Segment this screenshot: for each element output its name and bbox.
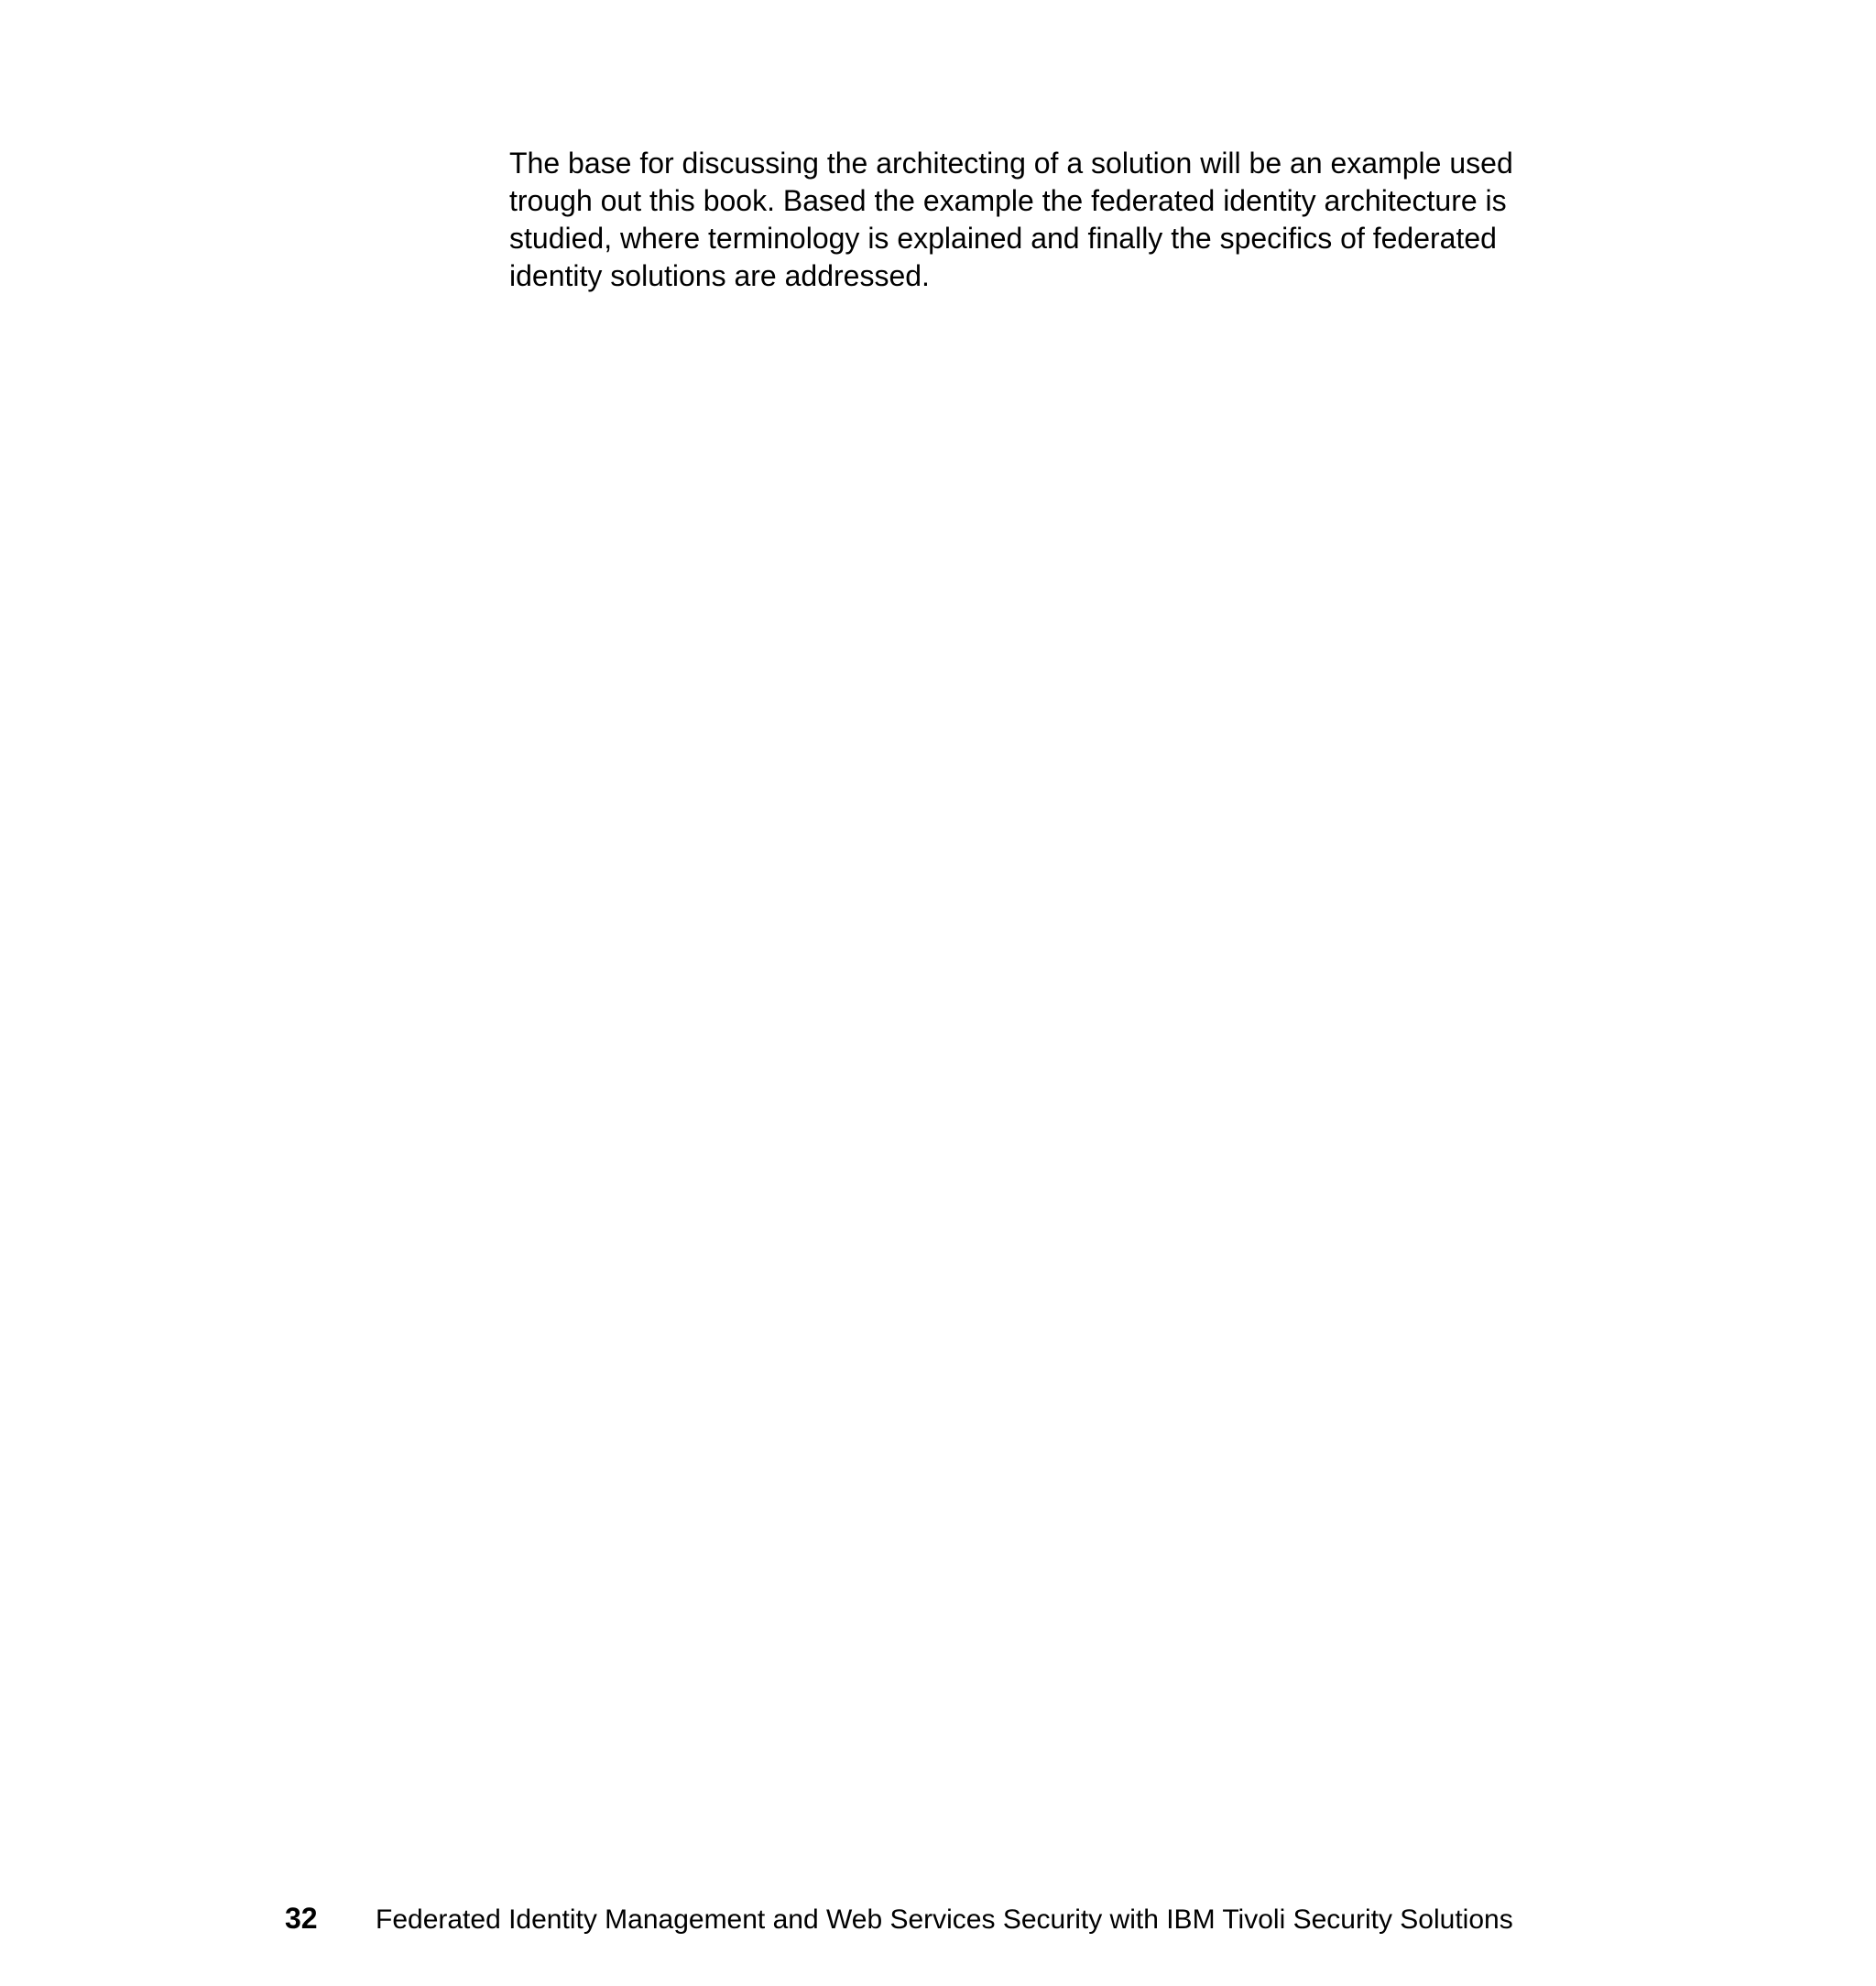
running-footer-title: Federated Identity Management and Web Services Security with IBM Tivoli Security Solutions [376,1904,1513,1935]
page-footer [285,1902,1513,1938]
paragraph-line: studied, where terminology is explained and finally the specifics of federated [509,222,1497,255]
body-paragraph [509,145,1590,295]
page-number: 32 [285,1902,318,1935]
paragraph-line: identity solutions are addressed. [509,259,930,292]
paragraph-line: trough out this book. Based the example the federated identity architecture is [509,184,1507,217]
paragraph-line: The base for discussing the architecting of a solution will be an example used [509,147,1513,180]
